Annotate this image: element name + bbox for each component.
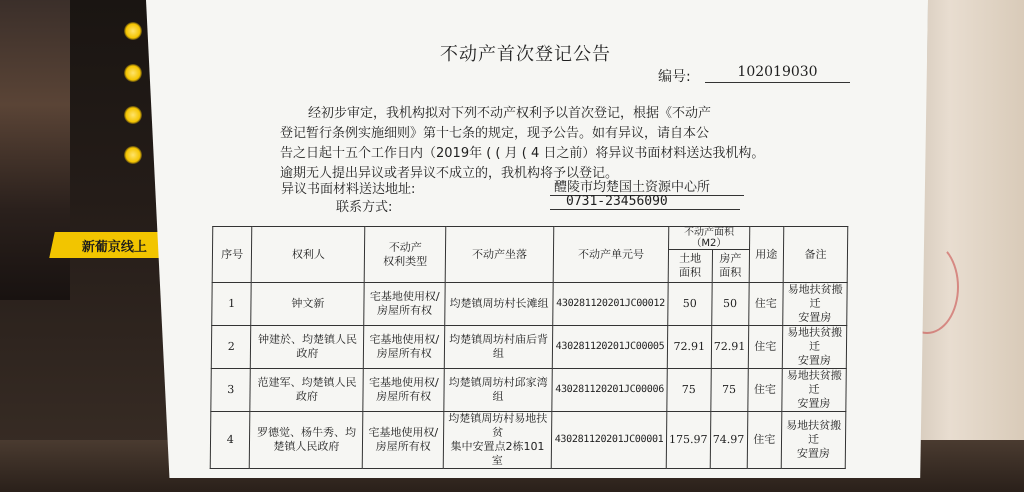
header-land-area: 土地 面积: [668, 250, 712, 283]
serial-value: 102019030: [705, 64, 850, 83]
header-location: 不动产坐落: [445, 227, 554, 283]
serial-label: 编号:: [658, 69, 691, 85]
cell-location: 均楚镇周坊村长滩组: [445, 283, 554, 326]
cell-right-type: 宅基地使用权/ 房屋所有权: [363, 369, 444, 412]
cell-house-area: 75: [710, 369, 747, 412]
header-house-area: 房产 面积: [712, 250, 749, 283]
cell-note: 易地扶贫搬迁 安置房: [783, 283, 847, 326]
cell-land-area: 72.91: [667, 326, 711, 369]
notice-title: 不动产首次登记公告: [440, 44, 611, 65]
cell-unit-no: 430281120201JC00005: [552, 326, 667, 369]
cell-use: 住宅: [747, 412, 782, 469]
notice-line: 登记暂行条例实施细则》第十七条的规定，现予公告。如有异议，请自本公: [280, 126, 710, 141]
address-label: 异议书面材料送达地址:: [281, 182, 416, 197]
cell-unit-no: 430281120201JC00001: [551, 412, 667, 469]
cell-use: 住宅: [748, 283, 783, 326]
cell-note: 易地扶贫搬迁 安置房: [782, 326, 846, 369]
cell-house-area: 72.91: [711, 326, 748, 369]
cell-right-type: 宅基地使用权/ 房屋所有权: [364, 283, 445, 326]
cell-index: 2: [211, 326, 251, 369]
header-use: 用途: [749, 227, 784, 283]
cell-use: 住宅: [747, 369, 782, 412]
contact-value: 0731-23456090: [550, 194, 740, 210]
header-holder: 权利人: [252, 227, 366, 283]
notice-line: 经初步审定，我机构拟对下列不动产权利予以首次登记，根据《不动产: [308, 106, 712, 121]
cell-land-area: 50: [668, 283, 712, 326]
address-value: 醴陵市均楚国土资源中心所: [550, 176, 744, 196]
cell-use: 住宅: [748, 326, 783, 369]
cell-index: 1: [212, 283, 252, 326]
header-note: 备注: [783, 227, 848, 283]
cell-house-area: 50: [711, 283, 748, 326]
notice-line: 逾期无人提出异议或者异议不成立的，我机构将予以登记。: [280, 166, 619, 181]
notice-line: 告之日起十五个工作日内（2019年 ( ( 月 ( 4 日之前）将异议书面材料送达我机构。: [280, 146, 765, 161]
cell-land-area: 75: [667, 369, 711, 412]
cell-location: 均楚镇周坊村庙后背组: [444, 326, 553, 369]
header-index: 序号: [212, 227, 252, 283]
cell-house-area: 74.97: [710, 412, 748, 469]
cell-index: 3: [211, 369, 251, 412]
table-row: [210, 412, 846, 469]
header-unit-no: 不动产单元号: [553, 227, 669, 283]
cell-holder: 罗德觉、杨牛秀、均 楚镇人民政府: [250, 412, 364, 469]
registration-table: [210, 226, 849, 469]
contact-label: 联系方式:: [336, 200, 393, 215]
cell-right-type: 宅基地使用权/ 房屋所有权: [364, 326, 445, 369]
background-banner: 新葡京线上: [49, 232, 175, 258]
cell-holder: 范建军、均楚镇人民 政府: [250, 369, 363, 412]
header-area-group: 不动产面积 （M2）: [669, 227, 750, 250]
cell-unit-no: 430281120201JC00006: [552, 369, 667, 412]
cell-location: 均楚镇周坊村易地扶贫 集中安置点2栋101室: [443, 412, 552, 469]
cell-holder: 钟文新: [251, 283, 364, 326]
cell-right-type: 宅基地使用权/ 房屋所有权: [363, 412, 444, 469]
cell-land-area: 175.97: [666, 412, 710, 469]
table-row: [211, 326, 846, 369]
table-row: [211, 369, 846, 412]
cell-index: 4: [210, 412, 250, 469]
header-right-type: 不动产 权利类型: [365, 227, 446, 283]
table-row: [212, 283, 847, 326]
cell-unit-no: 430281120201JC00012: [553, 283, 668, 326]
cell-note: 易地扶贫搬迁 安置房: [782, 369, 846, 412]
cell-location: 均楚镇周坊村邱家湾组: [444, 369, 553, 412]
table-header-row: [213, 227, 848, 250]
cell-note: 易地扶贫搬迁 安置房: [781, 412, 846, 469]
cell-holder: 钟建於、均楚镇人民 政府: [251, 326, 364, 369]
